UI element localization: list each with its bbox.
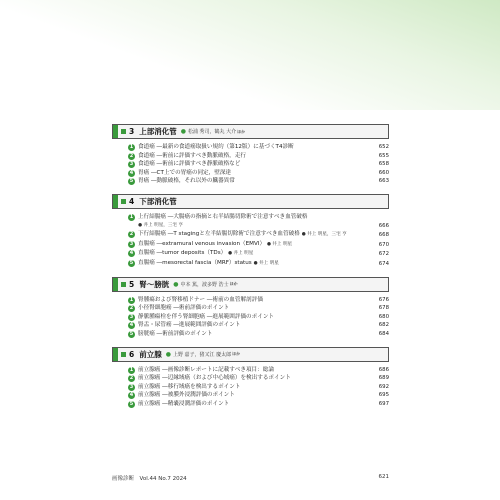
entry-number-badge: 4	[129, 322, 134, 329]
toc-entry[interactable]	[128, 391, 389, 400]
toc-section	[112, 347, 389, 409]
entry-page: 684	[378, 330, 389, 337]
toc-entry[interactable]	[128, 240, 389, 250]
toc-entry[interactable]	[128, 296, 389, 305]
entry-page: 670	[378, 241, 389, 248]
entry-page: 672	[378, 251, 389, 258]
entry-title: 前立腺癌 ―移行域癌を検出するポイント	[138, 383, 241, 390]
entry-title: 直腸癌 ―mesorectal fascia（MRF）status	[138, 259, 252, 266]
entry-number-badge: 2	[129, 231, 134, 238]
section-entries	[112, 143, 389, 186]
section-authors-suffix: ほか	[237, 128, 246, 134]
entry-page: 678	[378, 305, 389, 312]
entry-title: 食道癌 ―最新の食道癌取扱い規約（第12版）に基づくT4診断	[138, 144, 294, 150]
entry-title: 小径腎細胞癌 ―術前評価のポイント	[138, 305, 230, 312]
toc-entry[interactable]	[128, 177, 389, 186]
section-header	[112, 194, 389, 209]
entry-page: 652	[378, 144, 389, 150]
section-authors: 中本 篤，波多野 浩士	[180, 281, 229, 288]
section-authors: 松浦 秀司，鶴丸 大介	[187, 129, 237, 135]
entry-number-badge: 1	[129, 213, 134, 220]
toc-entry[interactable]	[128, 313, 389, 322]
section-square-icon	[121, 282, 126, 287]
entry-title: 前立腺癌 ―精嚢浸潤評価のポイント	[138, 400, 230, 407]
entry-number-badge: 1	[129, 296, 134, 303]
entry-page: 689	[378, 375, 389, 382]
section-square-icon	[121, 352, 126, 357]
bullet-icon: ●	[165, 350, 171, 358]
toc-entry[interactable]	[128, 152, 389, 161]
entry-number-badge: 1	[129, 366, 134, 373]
entry-page: 695	[378, 392, 389, 399]
toc-content	[112, 124, 389, 416]
entry-number-badge: 3	[129, 313, 134, 320]
entry-title: 直腸癌 ―tumor deposits（TDs）	[138, 250, 227, 257]
section-title: 上部消化管	[139, 127, 177, 136]
entry-author: ● 井上 明星	[228, 251, 254, 257]
entry-page: 663	[378, 178, 389, 185]
entry-number-badge: 3	[129, 383, 134, 390]
entry-page: 686	[378, 366, 389, 373]
entry-page: 666	[378, 222, 389, 229]
entry-page: 692	[378, 383, 389, 390]
section-square-icon	[121, 129, 126, 134]
section-header-bar	[113, 195, 118, 208]
entry-number-badge: 5	[129, 178, 134, 185]
toc-section	[112, 124, 389, 186]
entry-number-badge: 5	[129, 330, 134, 337]
toc-entry[interactable]	[128, 304, 389, 313]
entry-page: 680	[378, 313, 389, 320]
toc-entry[interactable]	[128, 330, 389, 339]
entry-number-badge: 5	[129, 259, 134, 266]
entry-page: 655	[378, 152, 389, 159]
toc-entry[interactable]	[128, 259, 389, 269]
entry-number-badge: 4	[129, 250, 134, 257]
bullet-icon: ●	[180, 128, 186, 135]
section-entries	[112, 366, 389, 409]
toc-entry[interactable]	[128, 366, 389, 375]
section-entries	[112, 296, 389, 339]
section-authors: 上野 嘉子，猪又江 慶太郎	[172, 351, 232, 358]
toc-section	[112, 277, 389, 339]
toc-entry[interactable]	[128, 249, 389, 259]
entry-page: 682	[378, 322, 389, 329]
toc-entry[interactable]	[128, 383, 389, 392]
section-number: 5	[129, 279, 135, 289]
entry-title: 胃癌 ―動脈破格，それ以外の臓器異常	[138, 178, 235, 185]
entry-page: 674	[378, 260, 389, 267]
entry-number-badge: 5	[129, 400, 134, 407]
toc-entry[interactable]	[128, 230, 389, 240]
entry-title: 前立腺癌 ―辺縁域癌（および中心域癌）を検出するポイント	[138, 375, 291, 382]
entry-number-badge: 4	[129, 392, 134, 399]
entry-title: 前立腺癌 ―被膜外浸潤評価のポイント	[138, 392, 235, 399]
section-header-bar	[113, 125, 118, 138]
section-title: 下部消化管	[139, 196, 177, 206]
entry-page: 658	[378, 161, 389, 168]
section-header	[112, 347, 389, 362]
entry-number-badge: 3	[129, 161, 134, 168]
entry-page: 660	[378, 169, 389, 176]
bullet-icon: ●	[173, 280, 179, 288]
journal-info: 画像診断 Vol.44 No.7 2024	[112, 476, 187, 482]
section-title: 前立腺	[139, 349, 162, 359]
entry-title: 胃癌 ―CT上での胃癌の同定，壁深達	[138, 169, 232, 176]
entry-title: 食道癌 ―術前に評価すべき静脈破格など	[138, 161, 241, 168]
entry-title: 前立腺癌 ―画像診断レポートに記載すべき項目：総論	[138, 366, 274, 373]
entry-author: ● 井上 明星，三宅 亨	[301, 232, 347, 238]
entry-number-badge: 2	[129, 152, 134, 159]
section-authors-suffix: ほか	[229, 281, 238, 287]
section-title: 腎～膀胱	[139, 279, 170, 289]
section-header-bar	[113, 348, 118, 361]
entry-title: 静脈腫瘍栓を伴う腎細胞癌 ―進展範囲評価のポイント	[138, 313, 275, 320]
page-number: 621	[378, 474, 389, 480]
entry-title: 膀胱癌 ―術前評価のポイント	[138, 330, 213, 337]
entry-number-badge: 4	[129, 169, 134, 176]
entry-title: 腎腫瘍および腎移植ドナー ―術前の血管解剖評価	[138, 296, 263, 303]
toc-entry[interactable]	[128, 374, 389, 383]
section-square-icon	[121, 199, 126, 204]
toc-entry[interactable]	[128, 213, 389, 230]
section-entries	[112, 213, 389, 269]
section-authors-suffix: ほか	[232, 351, 241, 356]
section-header-bar	[113, 278, 118, 291]
entry-title: 下行結腸癌 ―T stagingと左半結腸切除術で注意すべき血管破格	[138, 231, 300, 238]
section-number: 4	[129, 196, 135, 206]
toc-entry[interactable]	[128, 143, 389, 152]
entry-number-badge: 1	[129, 144, 134, 150]
entry-title: 直腸癌 ―extramural venous invasion（EMVI）	[138, 240, 266, 247]
entry-title: 上行結腸癌 ―大腸癌の指摘と右半結腸切除術で注意すべき血管破格	[138, 213, 308, 220]
toc-entry[interactable]	[128, 169, 389, 178]
toc-entry[interactable]	[128, 321, 389, 330]
entry-title: 腎盂・尿管癌 ―進展範囲評価のポイント	[138, 322, 241, 329]
entry-author: ● 井上 明星，三宅 亨	[138, 222, 184, 228]
entry-page: 676	[378, 296, 389, 303]
section-number: 3	[129, 127, 135, 136]
entry-page: 668	[378, 232, 389, 239]
toc-section	[112, 194, 389, 269]
entry-number-badge: 3	[129, 240, 134, 247]
entry-author: ● 井上 明星	[266, 241, 293, 247]
toc-entry[interactable]	[128, 160, 389, 169]
entry-title: 食道癌 ―術前に評価すべき動脈破格，走行	[138, 152, 246, 159]
entry-number-badge: 2	[129, 305, 134, 312]
section-number: 6	[129, 349, 135, 359]
decorative-corner-gradient	[0, 0, 500, 110]
section-header	[112, 124, 389, 139]
entry-number-badge: 2	[129, 375, 134, 382]
section-header	[112, 277, 389, 292]
entry-author: ● 井上 明星	[253, 260, 279, 266]
toc-entry[interactable]	[128, 400, 389, 409]
entry-page: 697	[378, 400, 389, 407]
